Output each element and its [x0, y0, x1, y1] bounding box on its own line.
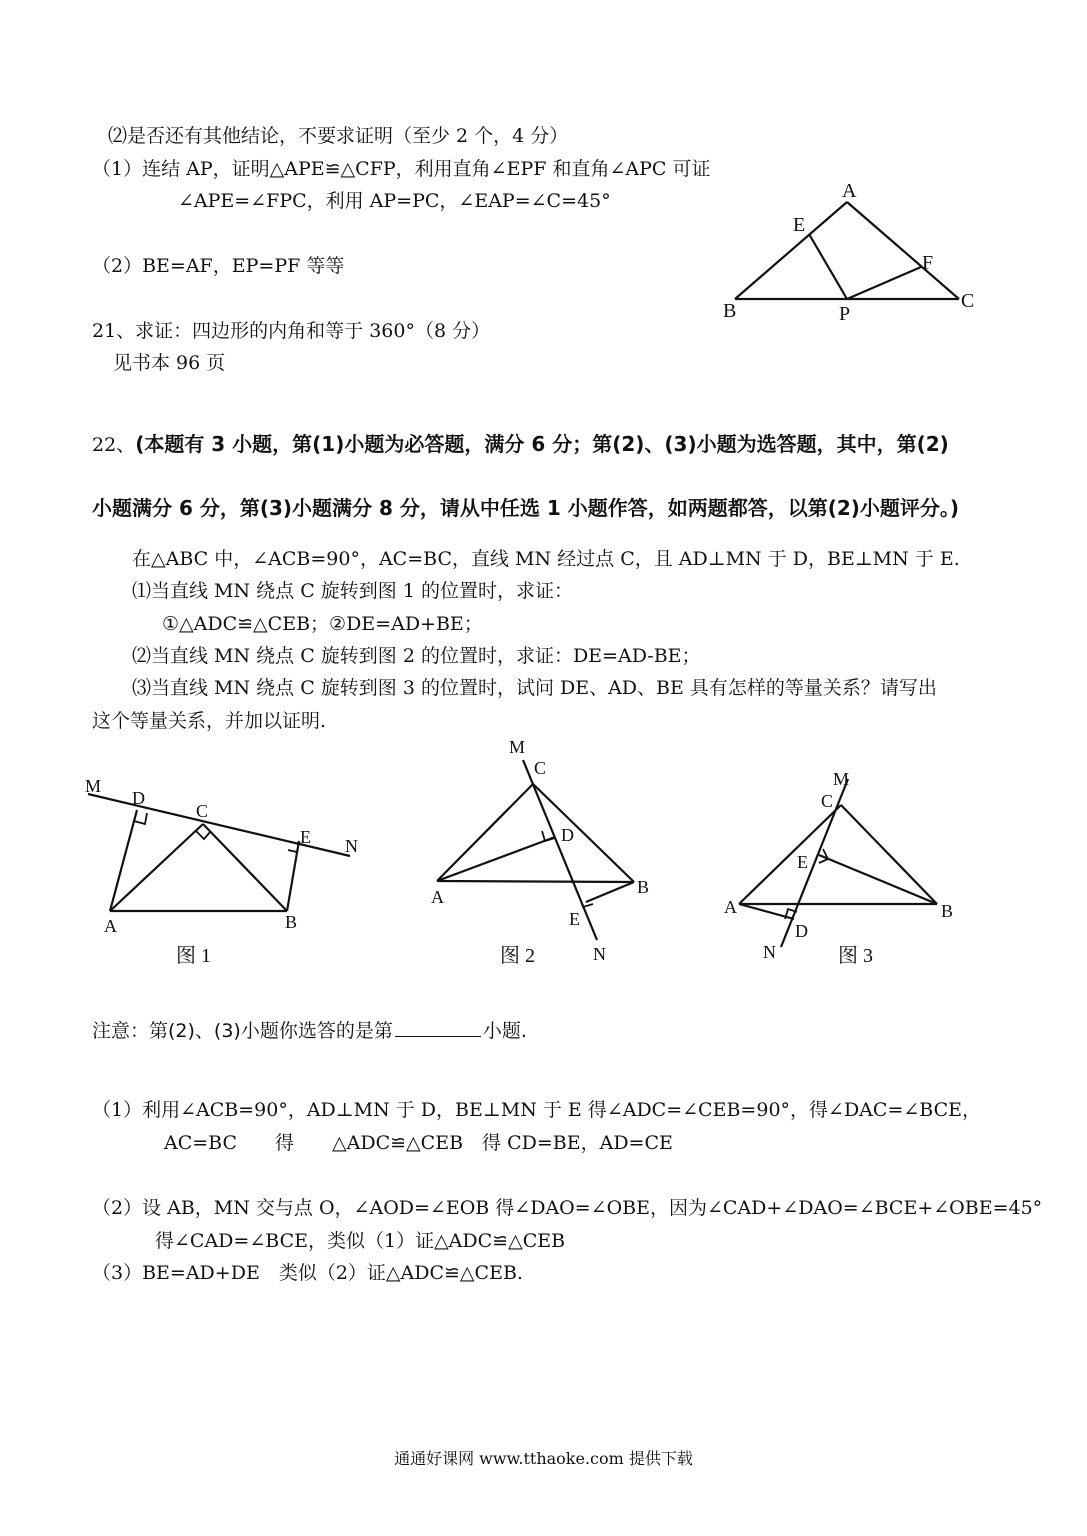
fig2-label-A: A [431, 887, 444, 907]
q20-label-A: A [842, 180, 857, 202]
q20-label-B: B [723, 300, 737, 322]
q22-note-before: 注意：第(2)、(3)小题你选答的是第 [92, 1020, 393, 1042]
q20-label-C: C [961, 290, 975, 312]
q22-answer-blank[interactable] [395, 1018, 481, 1037]
q20-label-F: F [922, 252, 934, 274]
q22-answer2-line2: 得∠CAD=∠BCE，类似（1）证△ADC≌△CEB [155, 1230, 566, 1252]
q22-note [92, 1018, 527, 1043]
fig1-label-B: B [285, 912, 298, 932]
fig2-label-E: E [569, 909, 580, 929]
q20-triangle-figure [715, 175, 995, 325]
q22-answer3: （3）BE=AD+DE 类似（2）证△ADC≌△CEB. [92, 1262, 523, 1284]
fig3-label-M: M [833, 769, 850, 789]
q22-number: 22、 [92, 434, 136, 456]
q20-label-E: E [793, 214, 806, 236]
fig3-label-E: E [797, 852, 808, 872]
fig1-label-C: C [196, 801, 209, 821]
q22-answer2-line1: （2）设 AB，MN 交与点 O，∠AOD=∠EOB 得∠DAO=∠OBE，因为∠CAD+∠DAO=∠BCE+∠OBE=45° [92, 1197, 1043, 1219]
q22-answer1-line2: AC=BC 得 △ADC≌△CEB 得 CD=BE，AD=CE [164, 1132, 673, 1154]
q22-part3-line1: ⑶当直线 MN 绕点 C 旋转到图 3 的位置时，试问 DE、AD、BE 具有怎样的等量关系？请写出 [132, 677, 937, 699]
fig3-label-B: B [941, 901, 954, 921]
fig3-label-N: N [763, 942, 776, 962]
fig1-label-A: A [104, 916, 117, 936]
q22-header-line2: 小题满分 6 分，第(3)小题满分 8 分，请从中任选 1 小题作答，如两题都答，以第(2)小题评分。) [92, 496, 960, 520]
q21-answer: 见书本 96 页 [113, 352, 226, 374]
fig2-label-C: C [534, 758, 547, 778]
fig2-label-M: M [509, 737, 526, 757]
fig3-label-C: C [821, 791, 834, 811]
q20-label-P: P [839, 303, 851, 325]
q21-title: 21、求证：四边形的内角和等于 360°（8 分） [92, 320, 491, 342]
fig1-label-D: D [132, 788, 145, 808]
q22-figure-3 [715, 765, 975, 970]
fig2-label-D: D [561, 825, 574, 845]
q22-part1-items: ①△ADC≌△CEB；②DE=AD+BE； [162, 613, 483, 635]
q22-note-after: 小题. [482, 1020, 527, 1042]
fig2-label-B: B [637, 877, 650, 897]
fig1-label-N: N [345, 836, 358, 856]
q20-answer2: （2）BE=AF，EP=PF 等等 [92, 255, 345, 277]
q22-answer1-line1: （1）利用∠ACB=90°，AD⊥MN 于 D，BE⊥MN 于 E 得∠ADC=∠CEB=90°，得∠DAC=∠BCE， [92, 1099, 982, 1121]
q22-header-text1: (本题有 3 小题，第(1)小题为必答题，满分 6 分；第(2)、(3)小题为选答题，其中，第(2) [135, 432, 949, 456]
fig3-label-A: A [724, 897, 737, 917]
q22-header-line1 [92, 432, 949, 457]
page-footer: 通通好课网 www.tthaoke.com 提供下载 [394, 1449, 693, 1468]
q22-part1: ⑴当直线 MN 绕点 C 旋转到图 1 的位置时，求证： [132, 580, 573, 602]
q22-part3-line2: 这个等量关系，并加以证明. [92, 710, 327, 732]
fig1-label-M: M [85, 776, 102, 796]
q20-answer1-line2: ∠APE=∠FPC，利用 AP=PC，∠EAP=∠C=45° [178, 190, 611, 212]
fig1-label-E: E [300, 827, 311, 847]
q20-answer1-line1: （1）连结 AP，证明△APE≌△CFP，利用直角∠EPF 和直角∠APC 可证 [92, 158, 711, 180]
q20-prompt2: ⑵是否还有其他结论，不要求证明（至少 2 个，4 分） [108, 125, 569, 147]
fig1-caption: 图 1 [176, 945, 211, 967]
fig2-caption: 图 2 [500, 945, 535, 967]
fig3-label-D: D [795, 921, 808, 941]
fig3-caption: 图 3 [838, 945, 873, 967]
q22-figure-1 [80, 770, 370, 970]
q22-figure-2 [425, 735, 675, 970]
q22-part2: ⑵当直线 MN 绕点 C 旋转到图 2 的位置时，求证：DE=AD-BE； [132, 645, 701, 667]
q22-stem: 在△ABC 中，∠ACB=90°，AC=BC，直线 MN 经过点 C，且 AD⊥MN 于 D，BE⊥MN 于 E. [132, 548, 960, 570]
fig2-label-N: N [593, 944, 606, 964]
